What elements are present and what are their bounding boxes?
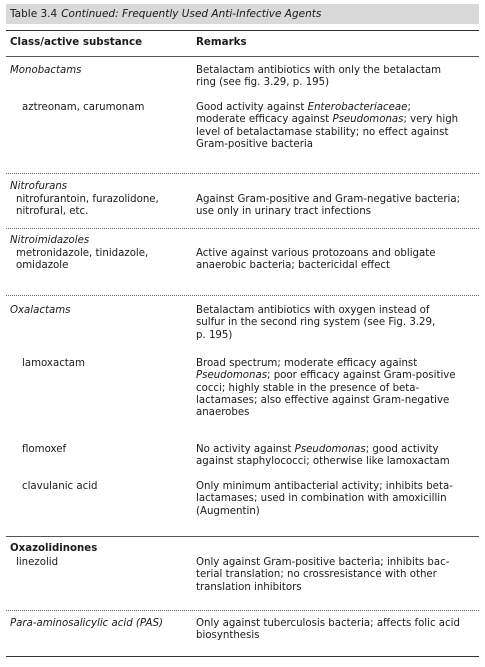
row-divider bbox=[6, 295, 479, 296]
remark-oxazolidinones: Only against Gram-positive bacteria; inhibits bac- terial translation; no crossresistance with other translation inhibitors bbox=[196, 557, 450, 593]
row-divider bbox=[6, 610, 479, 611]
bottom-rule bbox=[6, 656, 479, 657]
remark-monobactams: Betalactam antibiotics with only the betalactam ring (see fig. 3.29, p. 195) bbox=[196, 65, 441, 89]
class-oxazolidinones: Oxazolidinones bbox=[10, 543, 98, 554]
table-title: Continued: Frequently Used Anti-Infective Agents bbox=[61, 7, 322, 20]
remark-pas: Only against tuberculosis bacteria; affects folic acid biosynthesis bbox=[196, 618, 460, 642]
remark-nitrofurans: Against Gram-positive and Gram-negative bacteria; use only in urinary tract infections bbox=[196, 194, 461, 218]
remark-flomoxef: No activity against Pseudomonas; good activity against staphylococci; otherwise like lamoxactam bbox=[196, 444, 450, 468]
row-divider bbox=[6, 228, 479, 229]
class-monobactams: Monobactams bbox=[10, 65, 82, 76]
col1-header: Class/active substance bbox=[10, 36, 143, 48]
row-divider bbox=[6, 173, 479, 174]
substance-clavulanic-acid: clavulanic acid bbox=[22, 481, 98, 492]
table-number: Table 3.4 bbox=[10, 7, 58, 20]
substance-lamoxactam: lamoxactam bbox=[22, 358, 85, 369]
remark-oxalactams: Betalactam antibiotics with oxygen instead of sulfur in the second ring system (see Fig. 3.29, p. 195) bbox=[196, 305, 436, 341]
class-nitrofurans: Nitrofurans bbox=[10, 181, 68, 192]
col2-header: Remarks bbox=[196, 36, 247, 48]
class-nitroimidazoles: Nitroimidazoles bbox=[10, 235, 90, 246]
substance-metronidazole: metronidazole, tinidazole, omidazole bbox=[16, 248, 149, 272]
substance-linezolid: linezolid bbox=[16, 557, 59, 568]
class-pas: Para-aminosalicylic acid (PAS) bbox=[10, 618, 163, 629]
substance-nitrofurantoin: nitrofurantoin, furazolidone, nitrofural, etc. bbox=[16, 194, 159, 218]
remark-aztreonam: Good activity against Enterobacteriaceae; moderate efficacy against Pseudomonas; very high level of betalactamase stability; no effect against Gram-positive bacteria bbox=[196, 102, 459, 150]
remark-clavulanic-acid: Only minimum antibacterial activity; inhibits beta- lactamases; used in combination with amoxicillin (Augmentin) bbox=[196, 481, 453, 517]
class-oxalactams: Oxalactams bbox=[10, 305, 71, 316]
remark-lamoxactam: Broad spectrum; moderate efficacy against Pseudomonas; poor efficacy against Gram-positive cocci; highly stable in the presence of beta- lactamases; also effective against Gram-negative anaerobes bbox=[196, 358, 456, 419]
remark-nitroimidazoles: Active against various protozoans and obligate anaerobic bacteria; bactericidal effect bbox=[196, 248, 436, 272]
table-caption bbox=[6, 4, 479, 24]
substance-flomoxef: flomoxef bbox=[22, 444, 67, 455]
top-rule bbox=[6, 30, 479, 31]
row-divider bbox=[6, 536, 479, 537]
substance-aztreonam: aztreonam, carumonam bbox=[22, 102, 145, 113]
header-rule bbox=[6, 56, 479, 57]
